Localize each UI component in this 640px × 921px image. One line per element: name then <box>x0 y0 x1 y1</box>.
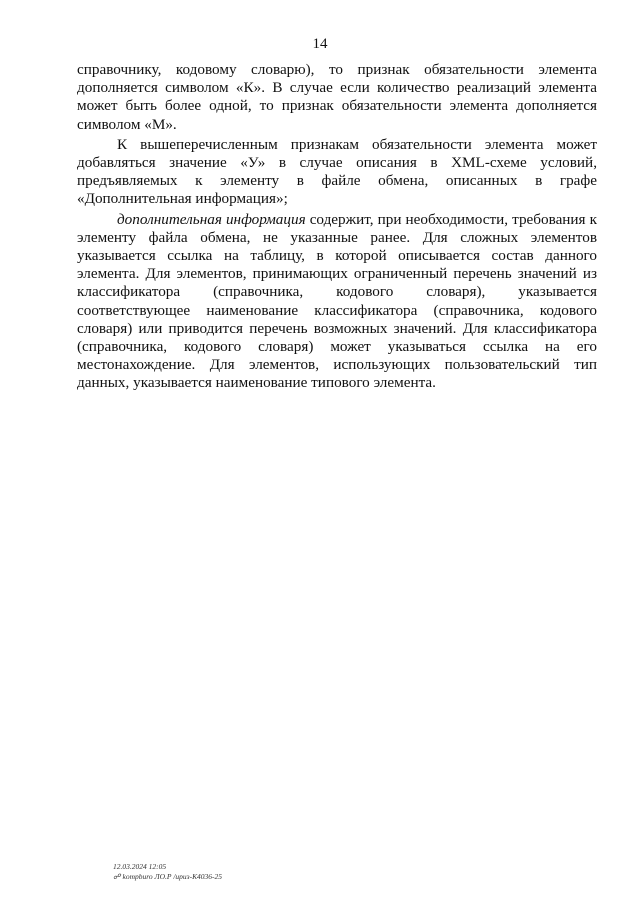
paragraph-2 <box>77 136 597 209</box>
footer-reference-row <box>113 872 222 882</box>
text-line: предъявляемых к элементу в файле обмена, описанных в графе <box>77 172 597 190</box>
text-line: (справочника, кодового словаря) может указываться ссылка на его <box>77 338 597 356</box>
paragraph-1 <box>77 61 597 134</box>
document-body <box>77 61 597 393</box>
text-line: соответствующее наименование классификатора (справочника, кодового <box>77 301 597 319</box>
text-line: К вышеперечисленным признакам обязательности элемента может <box>117 135 597 153</box>
term-description: содержит, при необходимости, требования к <box>305 210 597 228</box>
text-line: элементу файла обмена, не указанные ранее. Для сложных элементов <box>77 228 597 246</box>
text-line: данных, указывается наименование типового элемента. <box>77 374 436 392</box>
footer-reference: kompburo ЛО.Р /ириз-К4036-25 <box>122 872 223 881</box>
term-italic: дополнительная информация <box>117 210 306 228</box>
text-line: классификатора (справочника, кодового словаря), указывается <box>77 283 597 301</box>
text-line: символом «М». <box>77 115 177 133</box>
text-line: элемента. Для элементов, принимающих ограниченный перечень значений из <box>77 265 597 283</box>
text-line: «Дополнительная информация»; <box>77 190 288 208</box>
stamp-icon: ☍ <box>113 872 121 881</box>
text-line: местонахождение. Для элементов, использующих пользовательский тип <box>77 356 597 374</box>
text-line: словаря) или приводится перечень возможных значений. Для классификатора <box>77 319 597 337</box>
text-line: дополняется символом «К». В случае если количество реализаций элемента <box>77 79 597 97</box>
page-number: 14 <box>312 36 328 52</box>
text-line: указывается ссылка на таблицу, в которой описывается состав данного <box>77 247 597 265</box>
text-line: справочнику, кодовому словарю), то признак обязательности элемента <box>77 61 597 78</box>
document-footer <box>113 862 222 882</box>
text-line: добавляться значение «У» в случае описания в XML-схеме условий, <box>77 154 597 172</box>
footer-timestamp: 12.03.2024 12:05 <box>113 862 167 871</box>
text-line <box>77 211 597 229</box>
text-line: может быть более одной, то признак обязательности элемента дополняется <box>77 97 597 115</box>
paragraph-3 <box>77 211 597 393</box>
